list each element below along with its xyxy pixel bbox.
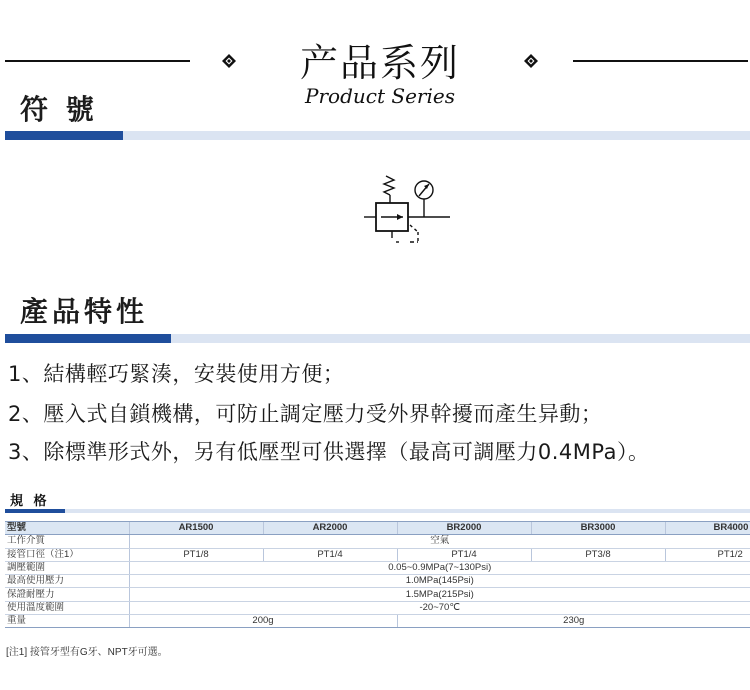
spec-header-cell: BR3000 [531,522,665,535]
spec-header-row [5,522,750,535]
spec-table [5,521,750,628]
spec-row-label: 工作介質 [5,535,129,548]
feature-item-2: 2、壓入式自鎖機構，可防止調定壓力受外界幹擾而產生异動； [8,402,603,426]
spec-cell: PT1/4 [397,548,531,561]
symbol-section-title: 符 號 [20,93,98,126]
spec-cell: 200g [129,615,397,628]
table-row [5,588,750,601]
spec-cell: 230g [397,615,750,628]
table-row [5,575,750,588]
header-rule-right [573,60,748,62]
spec-row-label: 接管口徑（注1） [5,548,129,561]
pressure-regulator-symbol [360,170,452,250]
features-section-bar [5,334,750,343]
header-rule-left [5,60,190,62]
spec-cell: PT1/8 [129,548,263,561]
spec-header-cell: AR1500 [129,522,263,535]
table-row [5,548,750,561]
page-subtitle: Product Series [305,84,455,108]
spec-cell: 1.5MPa(215Psi) [129,588,750,601]
spec-cell: 0.05~0.9MPa(7~130Psi) [129,561,750,574]
table-row [5,615,750,628]
spec-cell: -20~70℃ [129,601,750,614]
spec-section-bar [5,509,750,513]
spec-section-title: 規 格 [10,494,50,509]
spec-header-cell: AR2000 [263,522,397,535]
spec-cell: PT1/2 [665,548,750,561]
spec-footnote: [注1] 接管牙型有G牙、NPT牙可選。 [6,647,168,658]
spec-cell: 空氣 [129,535,750,548]
diamond-ornament-icon [524,54,538,68]
spec-header-cell: BR4000 [665,522,750,535]
features-section-title: 產品特性 [20,295,149,328]
spec-row-label: 保證耐壓力 [5,588,129,601]
spec-row-label: 調壓範圍 [5,561,129,574]
table-row [5,601,750,614]
table-row [5,561,750,574]
spec-cell: PT1/4 [263,548,397,561]
spec-row-label: 使用溫度範圍 [5,601,129,614]
spec-header-cell: 型號 [5,522,129,535]
spec-cell: PT3/8 [531,548,665,561]
symbol-section-bar [5,131,750,140]
spec-header-cell: BR2000 [397,522,531,535]
page-title: 产品系列 [299,41,460,85]
spec-row-label: 最高使用壓力 [5,575,129,588]
feature-item-1: 1、結構輕巧緊湊，安裝使用方便； [8,362,345,386]
spec-cell: 1.0MPa(145Psi) [129,575,750,588]
feature-item-3: 3、除標準形式外，另有低壓型可供選擇（最高可調壓力0.4MPa）。 [8,440,650,464]
table-row [5,535,750,548]
diamond-ornament-icon [222,54,236,68]
spec-row-label: 重量 [5,615,129,628]
